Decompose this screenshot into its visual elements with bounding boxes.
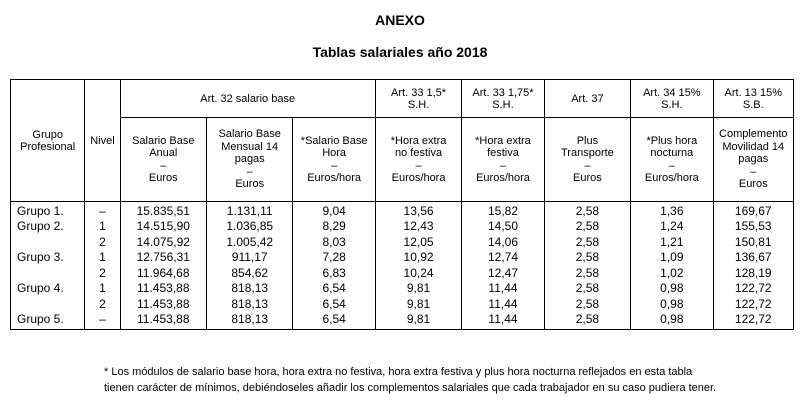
- cell: 9,81: [406, 296, 431, 311]
- table-body-row: [11, 202, 794, 330]
- group-header-art34: Art. 34 15% S.H.: [631, 80, 713, 118]
- cell: 9,04: [322, 203, 346, 218]
- cell: [17, 235, 84, 251]
- col-header-1: Salario Base Mensual 14 pagas – Euros: [206, 118, 292, 202]
- column-v7: [713, 202, 793, 330]
- cell: –: [99, 312, 106, 326]
- cell: 854,62: [231, 265, 269, 280]
- cell: 15.835,51: [136, 203, 190, 218]
- column-v6: [631, 202, 713, 330]
- cell: 0,98: [660, 281, 684, 295]
- cell: 12,47: [487, 265, 518, 280]
- col-header-nivel: Nivel: [85, 80, 120, 202]
- cell: 10,24: [403, 265, 434, 280]
- cell: 12,74: [487, 250, 518, 264]
- cell: 1,09: [660, 250, 684, 264]
- cell: 12,05: [403, 234, 434, 249]
- cell: 11.453,88: [137, 281, 190, 295]
- cell: 8,29: [322, 219, 346, 233]
- cell: 11.453,88: [137, 312, 190, 326]
- cell: Grupo 3.: [17, 250, 64, 264]
- cell: 2,58: [575, 265, 600, 280]
- table-title: Tablas salariales año 2018: [312, 44, 488, 60]
- cell: 14,06: [487, 234, 518, 249]
- cell: 169,67: [734, 203, 772, 218]
- cell: 7,28: [322, 250, 346, 264]
- cell: Grupo 4.: [17, 281, 64, 295]
- cell: 12.756,31: [136, 250, 190, 264]
- cell: 2,58: [575, 312, 600, 326]
- header-row-columns: [11, 118, 794, 202]
- cell: 2,58: [575, 203, 600, 218]
- cell: [17, 297, 84, 313]
- cell: 2,58: [575, 234, 600, 249]
- cell: 11,44: [488, 296, 518, 311]
- cell: 14.515,90: [136, 219, 190, 233]
- cell: 1.036,85: [226, 219, 274, 233]
- column-v0: [120, 202, 206, 330]
- col-header-2: *Salario Base Hora – Euros/hora: [293, 118, 375, 202]
- cell: 6,54: [322, 281, 346, 295]
- salary-table: [10, 79, 794, 330]
- cell: 2: [99, 296, 106, 311]
- cell: 122,72: [734, 281, 772, 295]
- cell: 2,58: [575, 250, 600, 264]
- cell: 122,72: [734, 312, 772, 326]
- group-header-art37: Art. 37: [544, 80, 630, 118]
- cell: 0,98: [660, 296, 684, 311]
- column-niv: [85, 202, 120, 330]
- col-header-3: *Hora extra no festiva – Euros/hora: [375, 118, 461, 202]
- cell: 2,58: [575, 219, 600, 233]
- cell: 14.075,92: [136, 234, 190, 249]
- cell: 6,83: [322, 265, 346, 280]
- annex-heading: ANEXO: [375, 12, 425, 28]
- cell: 818,13: [231, 312, 269, 326]
- cell: 136,67: [734, 250, 772, 264]
- column-grp: [11, 202, 85, 330]
- col-header-5: Plus Transporte – Euros: [544, 118, 630, 202]
- cell: 14,50: [487, 219, 518, 233]
- col-header-0: Salario Base Anual – Euros: [120, 118, 206, 202]
- cell: 11,44: [488, 312, 518, 326]
- group-header-art13: Art. 13 15% S.B.: [713, 80, 793, 118]
- col-header-7: Complemento Movilidad 14 pagas – Euros: [713, 118, 793, 202]
- cell: 11,44: [488, 281, 518, 295]
- cell: 1.005,42: [226, 234, 274, 249]
- cell: 9,81: [406, 281, 431, 295]
- column-v5: [544, 202, 630, 330]
- cell: 6,54: [322, 312, 346, 326]
- column-v2: [293, 202, 375, 330]
- cell: 2: [99, 234, 106, 249]
- cell: 1,02: [660, 265, 684, 280]
- group-header-art32: Art. 32 salario base: [120, 80, 375, 118]
- cell: 2,58: [575, 281, 600, 295]
- cell: 0,98: [660, 312, 684, 326]
- footnote: * Los módulos de salario base hora, hora extra no festiva, hora extra festiva y plus hora nocturna reflejados en esta tabla tienen carácter de mínimos, debiéndoseles añadir los complementos salariales que cada trabajador en su caso pudiera tener.: [104, 366, 717, 394]
- cell: 15,82: [487, 203, 518, 218]
- cell: 1,24: [660, 219, 684, 233]
- col-header-6: *Plus hora nocturna – Euros/hora: [631, 118, 713, 202]
- cell: 122,72: [734, 296, 772, 311]
- cell: 150,81: [734, 234, 772, 249]
- cell: 11.964,68: [137, 265, 190, 280]
- cell: Grupo 2.: [17, 219, 64, 233]
- cell: 8,03: [322, 234, 346, 249]
- cell: –: [99, 203, 106, 218]
- cell: 818,13: [231, 296, 269, 311]
- cell: 2,58: [575, 296, 600, 311]
- cell: 6,54: [322, 296, 346, 311]
- cell: 13,56: [403, 203, 434, 218]
- cell: 1,21: [660, 234, 684, 249]
- cell: 11.453,88: [137, 296, 190, 311]
- cell: 1: [99, 281, 106, 295]
- cell: Grupo 1.: [17, 203, 64, 218]
- cell: 2: [99, 265, 106, 280]
- cell: 155,53: [734, 219, 772, 233]
- cell: 911,17: [231, 250, 268, 264]
- column-v1: [206, 202, 292, 330]
- cell: 1.131,11: [226, 203, 273, 218]
- cell: 818,13: [231, 281, 269, 295]
- cell: 128,19: [734, 265, 772, 280]
- cell: 1: [99, 250, 106, 264]
- group-header-art33b: Art. 33 1,75* S.H.: [462, 80, 544, 118]
- cell: 10,92: [403, 250, 434, 264]
- column-v3: [375, 202, 461, 330]
- cell: 1,36: [660, 203, 684, 218]
- col-header-grupo: Grupo Profesional: [11, 80, 85, 202]
- col-header-4: *Hora extra festiva – Euros/hora: [462, 118, 544, 202]
- cell: Grupo 5.: [17, 312, 64, 326]
- cell: 1: [99, 219, 106, 233]
- cell: 9,81: [406, 312, 431, 326]
- cell: [17, 266, 84, 282]
- header-row-groups: [11, 80, 794, 118]
- cell: 12,43: [403, 219, 434, 233]
- group-header-art33a: Art. 33 1,5* S.H.: [375, 80, 461, 118]
- column-v4: [462, 202, 544, 330]
